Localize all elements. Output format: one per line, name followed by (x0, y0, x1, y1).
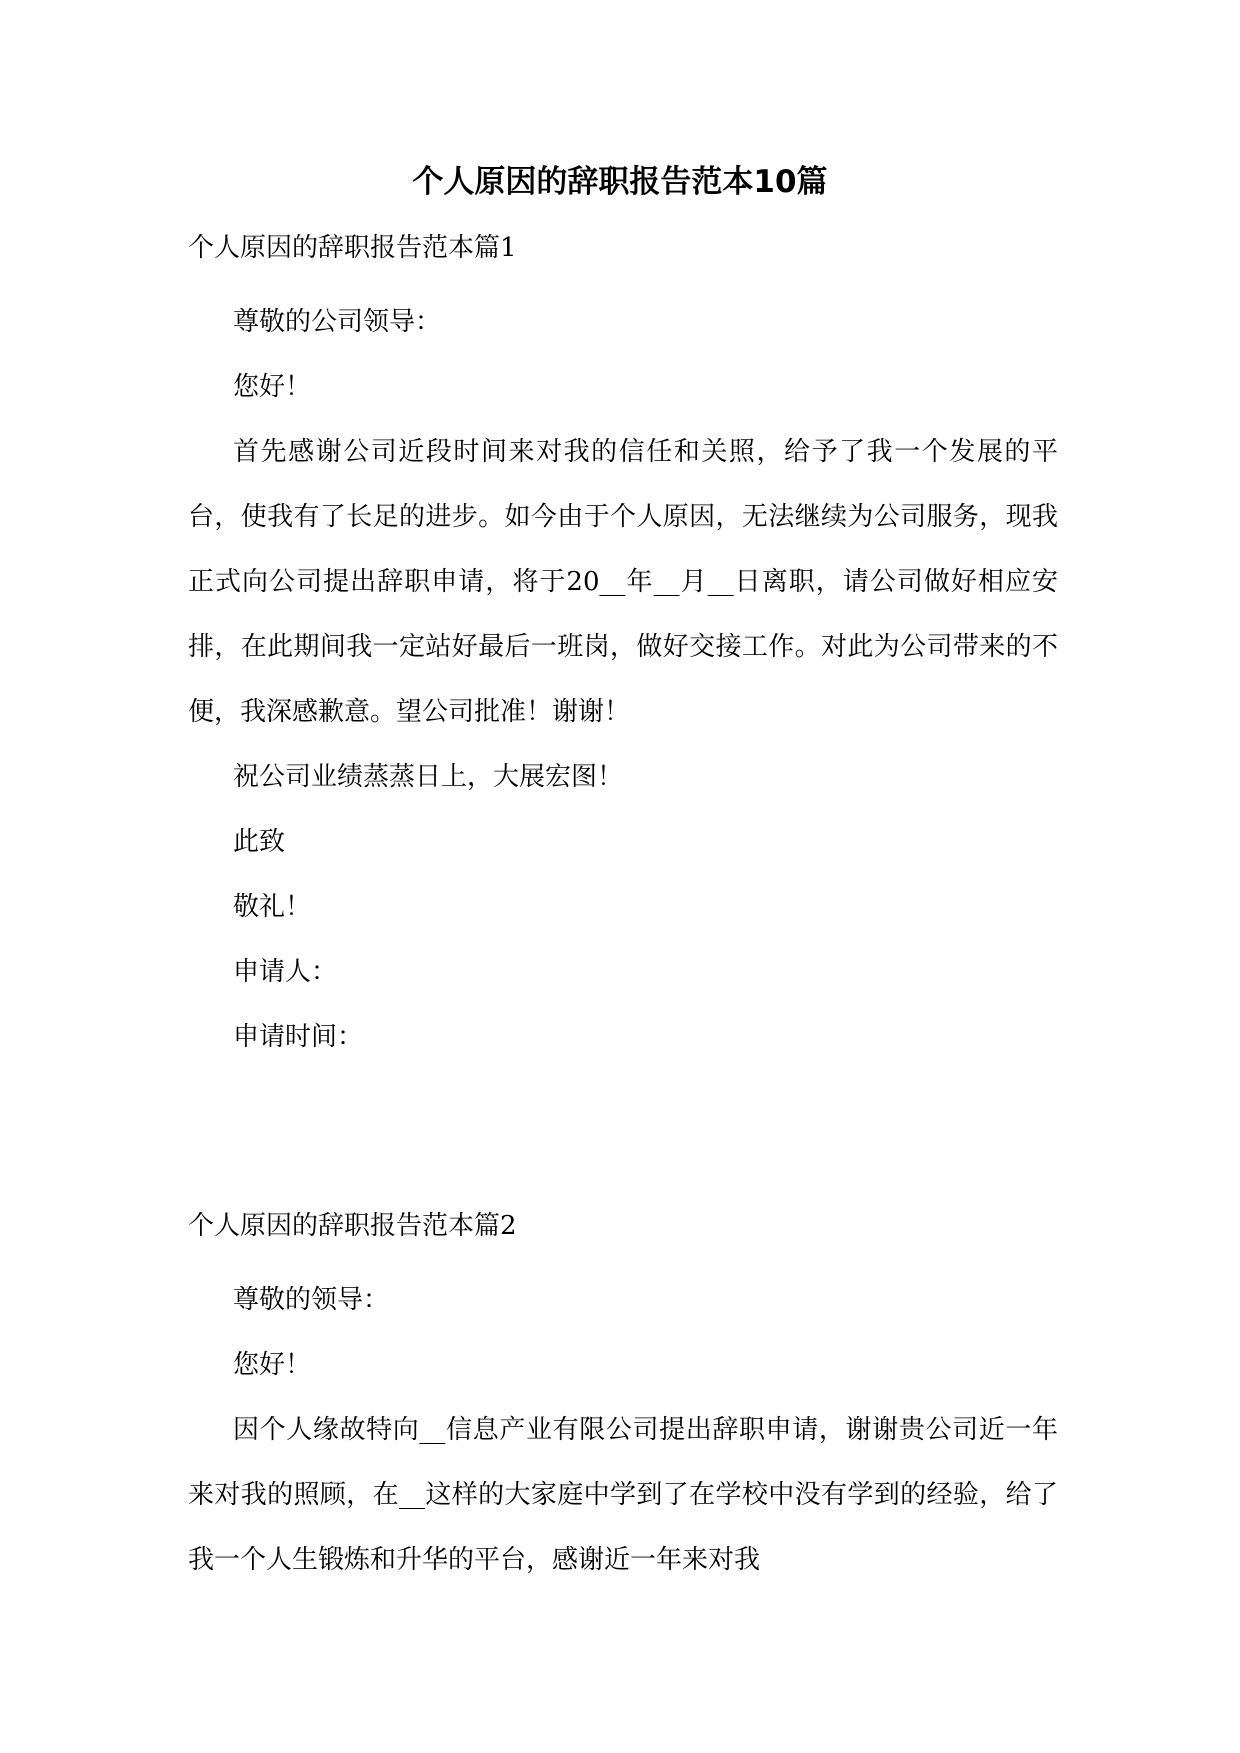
section-1 (188, 228, 1058, 1070)
section-2 (188, 1206, 1058, 1593)
salutation: 尊敬的公司领导： (233, 307, 442, 337)
closing-line: 此致 (233, 827, 286, 857)
greeting: 您好！ (233, 372, 312, 402)
document-title: 个人原因的辞职报告范本10篇 (412, 164, 828, 200)
closing-salute: 敬礼！ (233, 892, 312, 922)
letter-body (188, 1268, 1058, 1593)
salutation: 尊敬的领导： (233, 1285, 390, 1315)
greeting: 您好！ (233, 1350, 312, 1380)
body-paragraph: 首先感谢公司近段时间来对我的信任和关照，给予了我一个发展的平台，使我有了长足的进步。如今由于个人原因，无法继续为公司服务，现我正式向公司提出辞职申请，将于20__年__月__日离职，请公司做好相应安排，在此期间我一定站好最后一班岗，做好交接工作。对此为公司带来的不便，我深感歉意。望公司批准！谢谢！ (188, 437, 1058, 727)
section-heading: 个人原因的辞职报告范本篇1 (188, 233, 517, 263)
wish-line: 祝公司业绩蒸蒸日上，大展宏图！ (233, 762, 624, 792)
date-line: 申请时间： (233, 1022, 364, 1052)
body-paragraph: 因个人缘故特向__信息产业有限公司提出辞职申请，谢谢贵公司近一年来对我的照顾，在__这样的大家庭中学到了在学校中没有学到的经验，给了我一个人生锻炼和升华的平台，感谢近一年来对我 (188, 1415, 1058, 1575)
letter-body (188, 290, 1058, 1070)
section-heading: 个人原因的辞职报告范本篇2 (188, 1211, 517, 1241)
applicant-line: 申请人： (233, 957, 338, 987)
